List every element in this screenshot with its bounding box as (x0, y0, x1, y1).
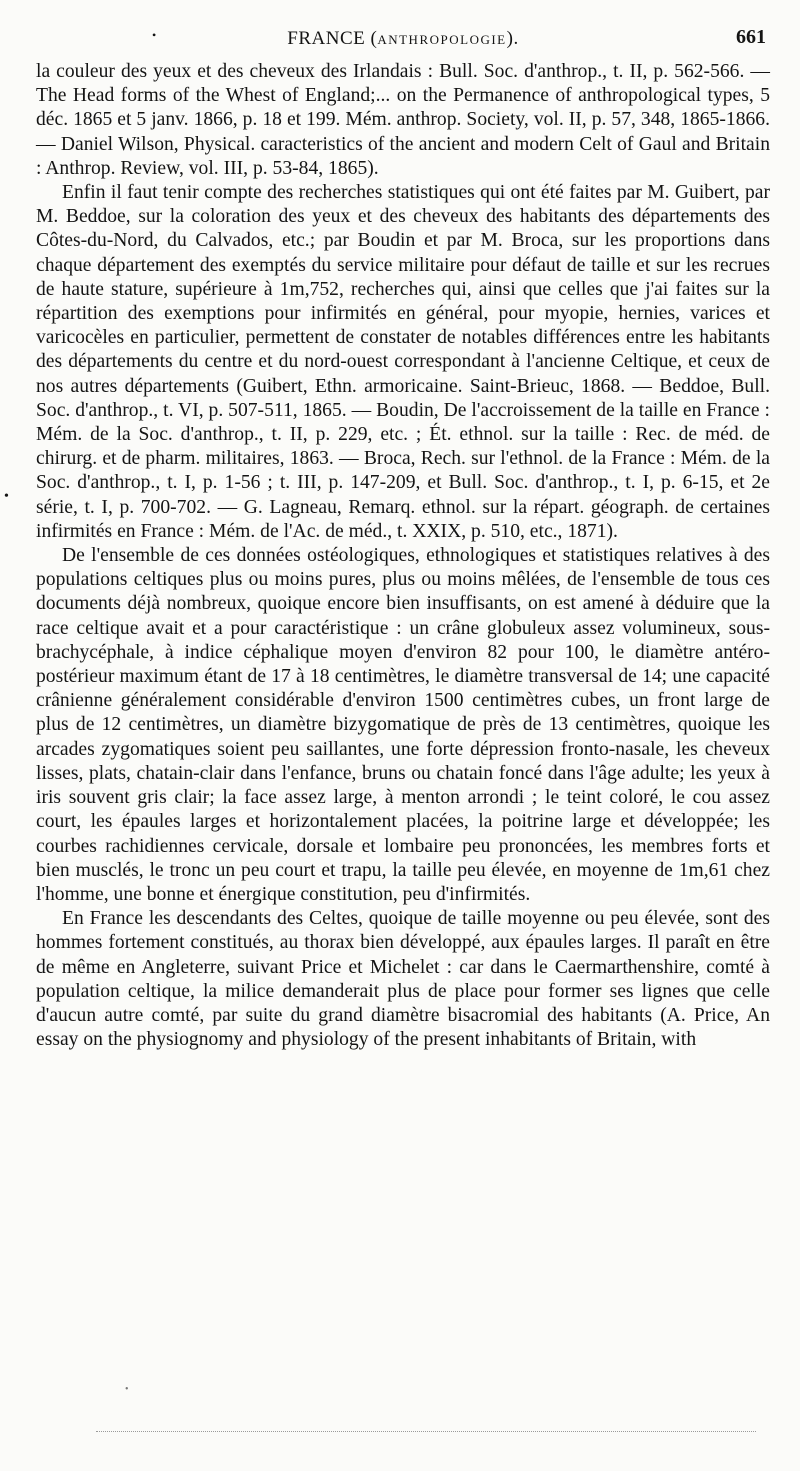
document-page (36, 26, 770, 1052)
paragraph-2: Enfin il faut tenir compte des recherches statistiques qui ont été faites par M. Guibert, par M. Beddoe, sur la coloration des yeux et des cheveux des habitants des départements des Côtes-du-Nord, du Calvados, etc.; par Boudin et par M. Broca, sur les proportions dans chaque département des exemptés du service militaire pour défaut de taille et sur les recrues de haute stature, supérieure à 1m,752, recherches qui, ainsi que celles que j'ai faites sur la répartition des exemptions pour infirmités en général, pour myopie, hernies, varices et varicocèles en particulier, permettent de constater de notables différences entre les habitants des départements du centre et du nord-ouest correspondant à l'ancienne Celtique, et ceux de nos autres départements (Guibert, Ethn. armoricaine. Saint-Brieuc, 1868. — Beddoe, Bull. Soc. d'anthrop., t. VI, p. 507-511, 1865. — Boudin, De l'accroissement de la taille en France : Mém. de la Soc. d'anthrop., t. II, p. 229, etc. ; Ét. ethnol. sur la taille : Rec. de méd. de chirurg. et de pharm. militaires, 1863. — Broca, Rech. sur l'ethnol. de la France : Mém. de la Soc. d'anthrop., t. I, p. 1-56 ; t. III, p. 147-209, et Bull. Soc. d'anthrop., t. I, p. 6-15, et 2e série, t. I, p. 700-702. — G. Lagneau, Remarq. ethnol. sur la répart. géograph. de certaines infirmités en France : Mém. de l'Ac. de méd., t. XXIX, p. 510, etc., 1871). (36, 182, 770, 542)
paragraph-1: la couleur des yeux et des cheveux des Irlandais : Bull. Soc. d'anthrop., t. II, p. 562-566. — The Head forms of the Whest of England;... on the Permanence of anthropological types, 5 déc. 1865 et 5 janv. 1866, p. 18 et 199. Mém. anthrop. Society, vol. II, p. 57, 348, 1865-1866. — Daniel Wilson, Physical. caracteristics of the ancient and modern Celt of Gaul and Britain : Anthrop. Review, vol. III, p. 53-84, 1865). (36, 61, 770, 179)
bleed-through-line (96, 1431, 756, 1432)
header-marker: • (152, 28, 157, 42)
header-title-small: ANTHROPOLOGIE (377, 32, 507, 47)
body-text (36, 60, 770, 1052)
header-title (36, 28, 770, 50)
bottom-dot: • (125, 1384, 129, 1395)
header-title-main: FRANCE ( (287, 28, 378, 49)
page-number: 661 (736, 26, 766, 48)
paragraph-3: De l'ensemble de ces données ostéologiques, ethnologiques et statistiques relatives à des populations celtiques plus ou moins pures, plus ou moins mêlées, de l'ensemble de tous ces documents déjà nombreux, quoique encore bien insuffisants, on est amené à déduire que la race celtique avait et a pour caractéristique : un crâne globuleux assez volumineux, sous-brachycéphale, à indice céphalique moyen d'environ 82 pour 100, le diamètre antéro-postérieur maximum étant de 17 à 18 centimètres, le diamètre transversal de 14; une capacité crânienne généralement considérable d'environ 1500 centimètres cubes, un front large de plus de 12 centimètres, un diamètre bizygomatique de près de 13 centimètres, quoique les arcades zygomatiques soient peu saillantes, une forte dépression fronto-nasale, les cheveux lisses, plats, chatain-clair dans l'enfance, bruns ou chatain foncé dans l'âge adulte; les yeux à iris souvent gris clair; la face assez large, à menton arrondi ; le teint coloré, le cou assez court, les épaules larges et horizontalement placées, la poitrine large et développée; les courbes rachidiennes cervicale, dorsale et lombaire peu prononcées, les membres forts et bien musclés, le tronc un peu court et trapu, la taille peu élevée, en moyenne de 1m,61 chez l'homme, une bonne et énergique constitution, peu d'infirmités. (36, 545, 770, 905)
running-head (36, 26, 770, 60)
header-title-end: ). (506, 28, 519, 49)
paragraph-4: En France les descendants des Celtes, quoique de taille moyenne ou peu élevée, sont des hommes fortement constitués, au thorax bien développé, aux épaules larges. Il paraît en être de même en Angleterre, suivant Price et Michelet : car dans le Caermarthenshire, comté à population celtique, la milice demanderait plus de place pour former ses lignes que celle d'aucun autre comté, par suite du grand diamètre bisacromial des habitants (A. Price, An essay on the physiognomy and physiology of the present inhabitants of Britain, with (36, 908, 770, 1051)
margin-dot: • (4, 489, 9, 504)
